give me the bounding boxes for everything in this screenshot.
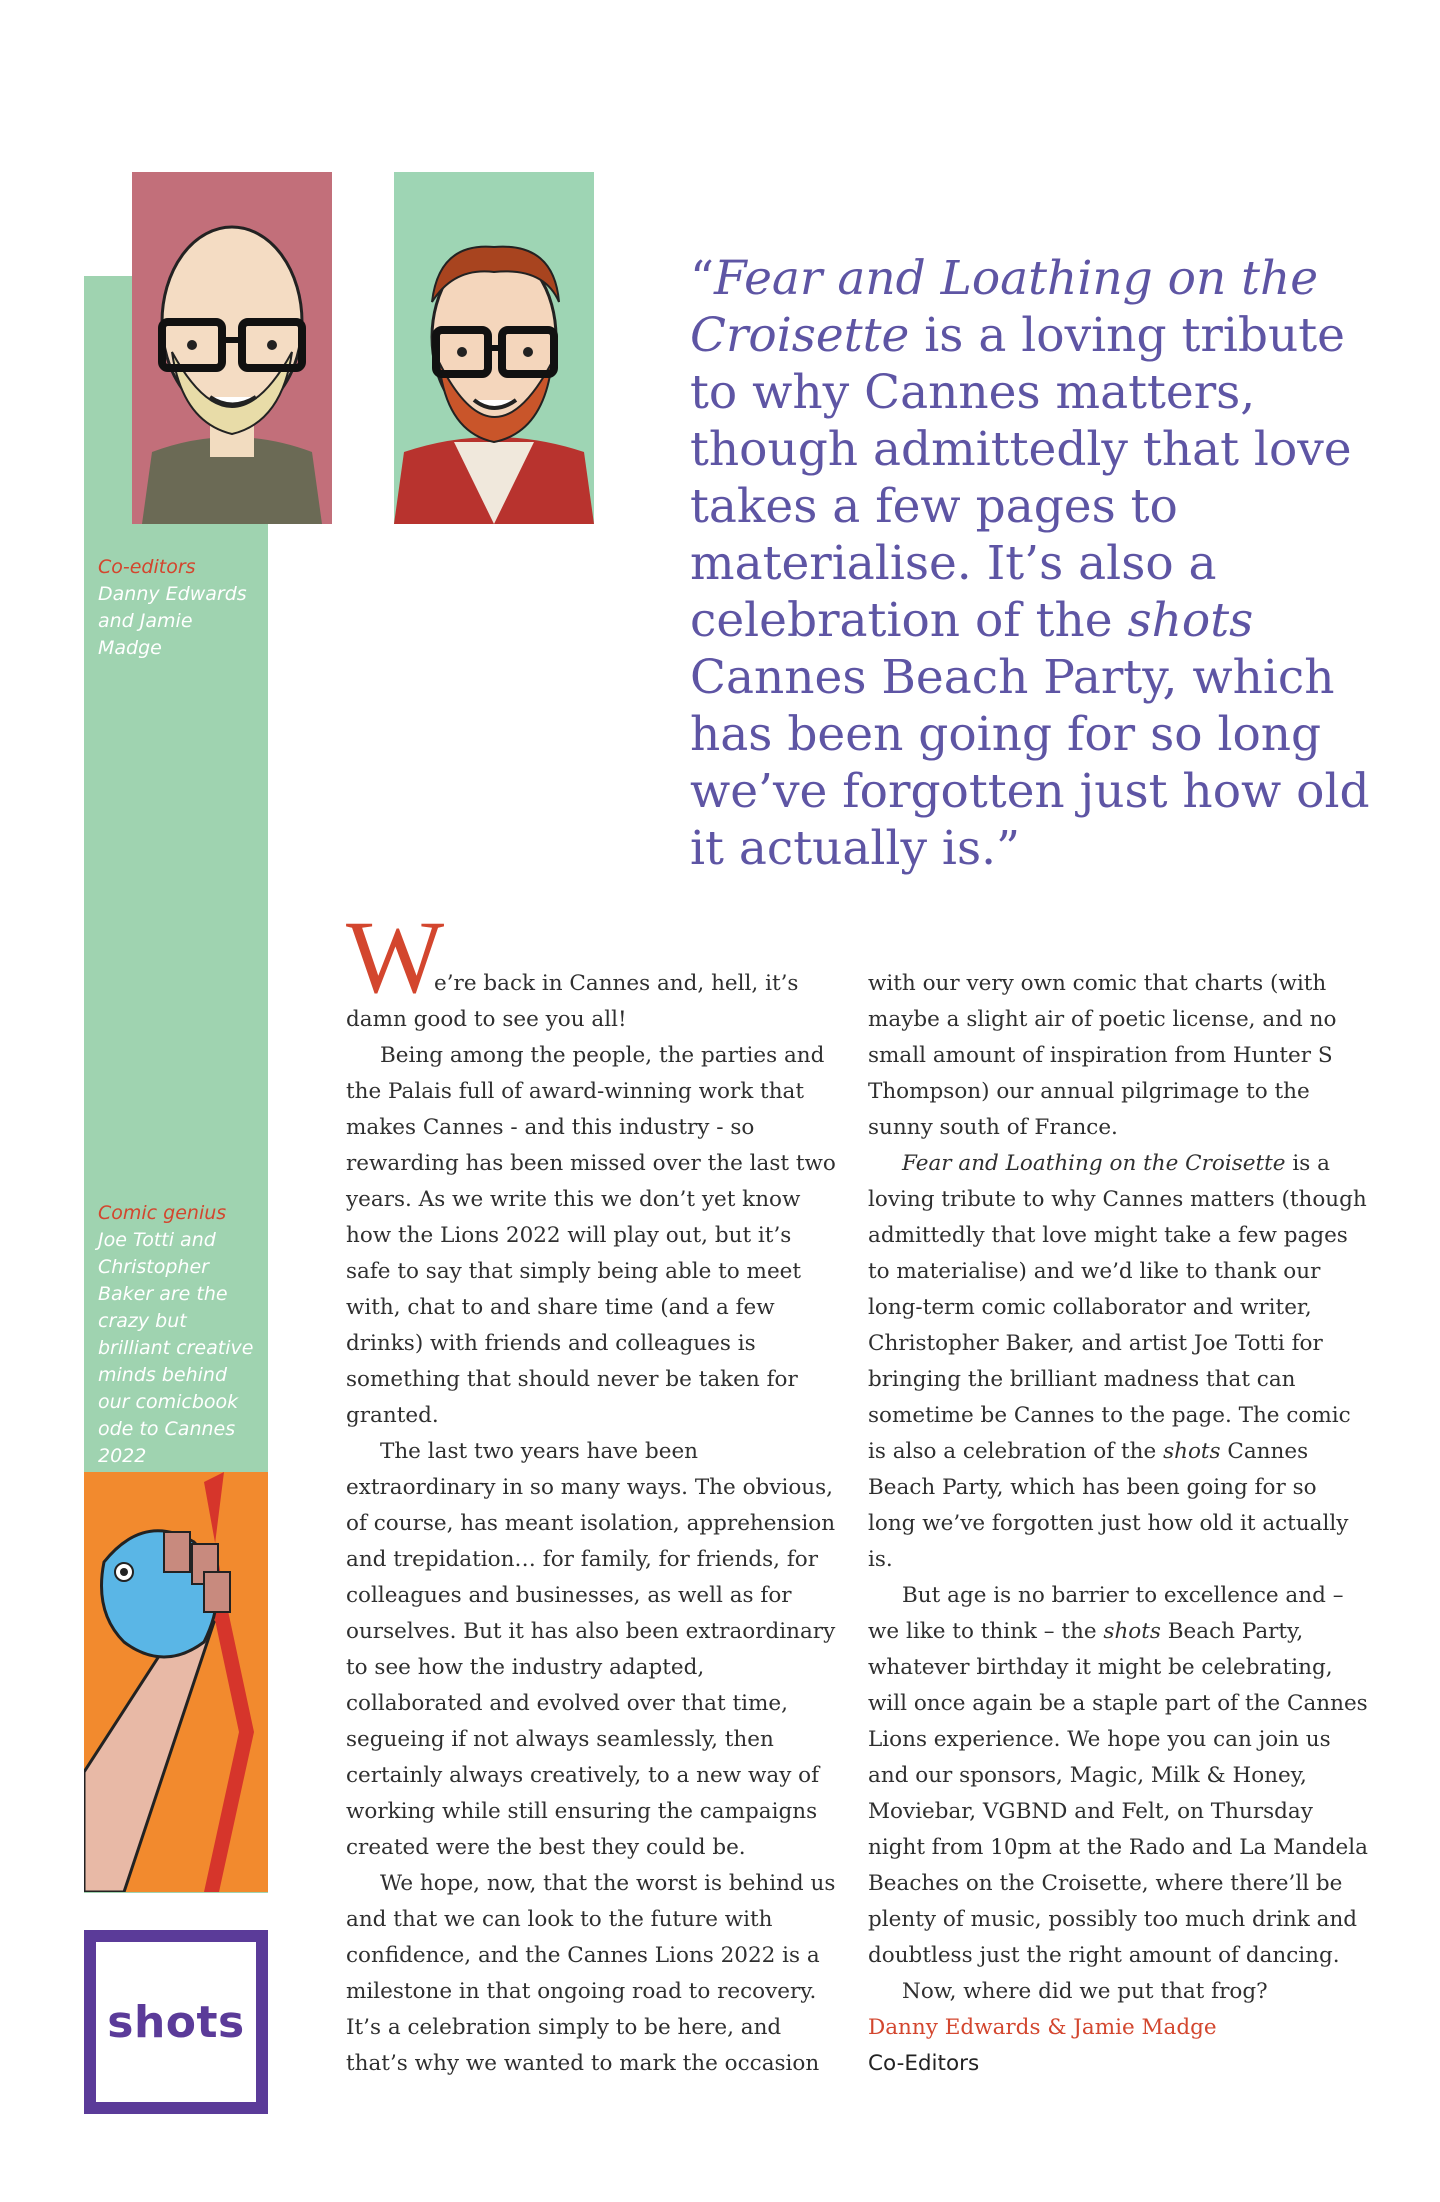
bald-man-illustration: [132, 172, 332, 524]
paragraph-italic-shots: shots: [1163, 1439, 1221, 1464]
portrait-danny-edwards: [132, 172, 332, 524]
paragraph-text-end: Beach Party, whatever birthday it might be celebrating, will once again be a staple part of the Cannes Lions experience. We hope you can join us and our sponsors, Magic, Milk & Honey, Moviebar, VGBND and Felt, on Thursday night from 10pm at the Rado and La Mandela Beaches on the Croisette, where there’ll be plenty of music, possibly too much drink and doubtless just the right amount of dancing.: [868, 1619, 1368, 1968]
quote-open-mark: “: [690, 251, 715, 306]
article-column-right: [868, 966, 1368, 2082]
quote-italic-title: Fear and Loathing on the Croisette: [690, 251, 1319, 363]
article-paragraph-7: [868, 1578, 1368, 1974]
shots-logo: [84, 1930, 268, 2114]
caption-co-editors: [98, 554, 258, 662]
quote-italic-shots: shots: [1127, 593, 1254, 648]
frog-hand-illustration: [84, 1472, 268, 1892]
paragraph-text: is a loving tribute to why Cannes matters (though admittedly that love might take a few pages to materialise) and we’d like to thank our long-term comic collaborator and writer, Christopher Baker, and artist Joe Totti for bringing the brilliant madness that can sometime be Cannes to the page. The comic is also a celebration of the: [868, 1151, 1367, 1464]
paragraph-text: e’re back in Cannes and, hell, it’s damn good to see you all!: [346, 971, 799, 1032]
signature-role: Co-Editors: [868, 2051, 980, 2076]
signature: [868, 2010, 1368, 2082]
comic-frog-illustration: [84, 1472, 268, 1892]
paragraph-text-end: Cannes Beach Party, which has been going for so long we’ve forgotten just how old it actually is.: [868, 1439, 1349, 1572]
quote-text-part1: is a loving tribute to why Cannes matters, though admittedly that love takes a few pages to materialise. It’s also a celebration of the: [690, 308, 1352, 648]
caption-text: Joe Totti and Christopher Baker are the crazy but brilliant creative minds behind our comicbook ode to Cannes 2022: [98, 1229, 254, 1467]
quote-text-part2: Cannes Beach Party, which has been going for so long we’ve forgotten just how old it actually is.”: [690, 650, 1370, 876]
article-paragraph-2: Being among the people, the parties and the Palais full of award-winning work that makes Cannes - and this industry - so rewarding has been missed over the last two years. As we write this we don’t yet know how the Lions 2022 will play out, but it’s safe to say that simply being able to meet with, chat to and share time (and a few drinks) with friends and colleagues is something that should never be taken for granted.: [346, 1043, 836, 1428]
caption-lead: Co-editors: [98, 556, 196, 578]
article-paragraph-4: We hope, now, that the worst is behind us and that we can look to the future with confidence, and the Cannes Lions 2022 is a milestone in that ongoing road to recovery. It’s a celebration simply to be here, and that’s why we wanted to mark the occasion: [346, 1871, 836, 2076]
signature-names: Danny Edwards & Jamie Madge: [868, 2015, 1217, 2040]
caption-comic-genius: [98, 1200, 258, 1470]
article-paragraph-5: with our very own comic that charts (with maybe a slight air of poetic license, and no small amount of inspiration from Hunter S Thompson) our annual pilgrimage to the sunny south of France.: [868, 971, 1337, 1140]
drop-cap: W: [346, 900, 445, 1015]
article-paragraph-6: [868, 1146, 1368, 1578]
article-paragraph-8: Now, where did we put that frog?: [902, 1979, 1268, 2004]
article-paragraph-3: The last two years have been extraordinary in so many ways. The obvious, of course, has meant isolation, apprehension and trepidation… for family, for friends, for colleagues and businesses, as well as for ourselves. But it has also been extraordinary to see how the industry adapted, collaborated and evolved over that time, segueing if not always seamlessly, then certainly always creatively, to a new way of working while still ensuring the campaigns created were the best they could be.: [346, 1439, 836, 1860]
logo-text: shots: [107, 1996, 245, 2048]
caption-lead: Comic genius: [98, 1202, 227, 1224]
portrait-jamie-madge: [394, 172, 594, 524]
bearded-man-illustration: [394, 172, 594, 524]
paragraph-italic-title: Fear and Loathing on the Croisette: [902, 1151, 1286, 1176]
article-paragraph-1: [346, 900, 836, 1038]
pull-quote: [690, 250, 1390, 877]
paragraph-text: But age is no barrier to excellence and – we like to think – the: [868, 1583, 1344, 1644]
paragraph-italic-shots: shots: [1103, 1619, 1161, 1644]
article-column-left: [346, 900, 836, 2082]
caption-text: Danny Edwards and Jamie Madge: [98, 583, 247, 659]
